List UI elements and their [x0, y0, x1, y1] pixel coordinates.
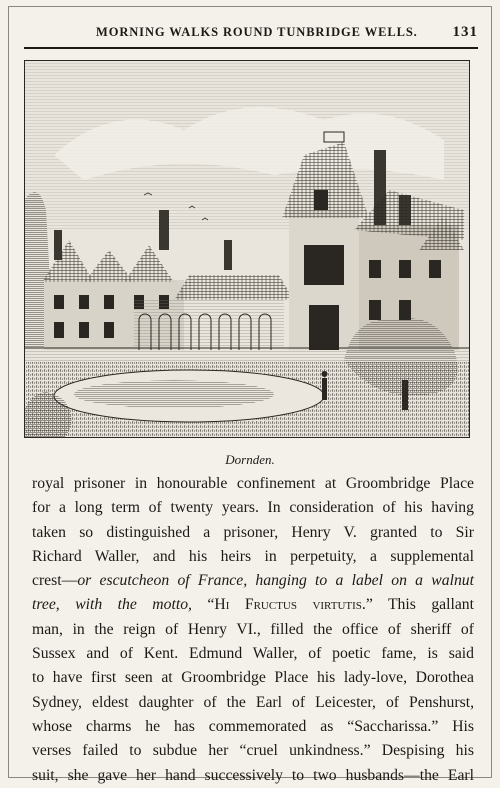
- text-line: verses failed to subdue her “cruel unkindness.” Despising his: [32, 742, 474, 760]
- italic-span: tree, with the motto,: [32, 596, 192, 614]
- text-line: royal prisoner in honourable confinement at Groombridge Place: [32, 475, 474, 492]
- text-line: whose charms he has commemorated as “Saccharissa.” His: [32, 717, 474, 735]
- running-title: MORNING WALKS ROUND TUNBRIDGE WELLS.: [96, 25, 418, 39]
- text-line: Richard Waller, and his heirs in perpetuity, a supplemental: [32, 547, 474, 565]
- figure-caption: Dornden.: [225, 452, 275, 467]
- text-line: [32, 569, 474, 593]
- body-text: [32, 472, 474, 788]
- text-line: [32, 593, 474, 617]
- running-head: [24, 24, 478, 49]
- text-line: suit, she gave her hand successively to two husbands—the Earl: [32, 766, 474, 784]
- italic-span: or escutcheon of France, hanging to a label on a walnut: [77, 572, 474, 590]
- text-line: to have first seen at Groombridge Place his lady-love, Dorothea: [32, 669, 474, 687]
- text-line: taken so distinguished a prisoner, Henry V. granted to Sir: [32, 523, 474, 541]
- text-span: crest—: [32, 572, 78, 590]
- text-span: ” This gallant: [365, 596, 475, 614]
- page-number: 131: [452, 24, 478, 40]
- motto: Hi Fructus virtutis.: [214, 596, 366, 614]
- engraving-plate: [24, 60, 470, 438]
- quote-mark: “: [191, 596, 215, 614]
- text-line: for a long term of twenty years. In consideration of his having: [32, 499, 474, 517]
- text-line: man, in the reign of Henry VI., filled the office of sheriff of: [32, 620, 474, 638]
- text-line: Sussex and of Kent. Edmund Waller, of poetic fame, is said: [32, 645, 474, 663]
- dornden-house-engraving: [24, 60, 470, 438]
- text-line: Sydney, eldest daughter of the Earl of Leicester, of Penshurst,: [32, 693, 474, 711]
